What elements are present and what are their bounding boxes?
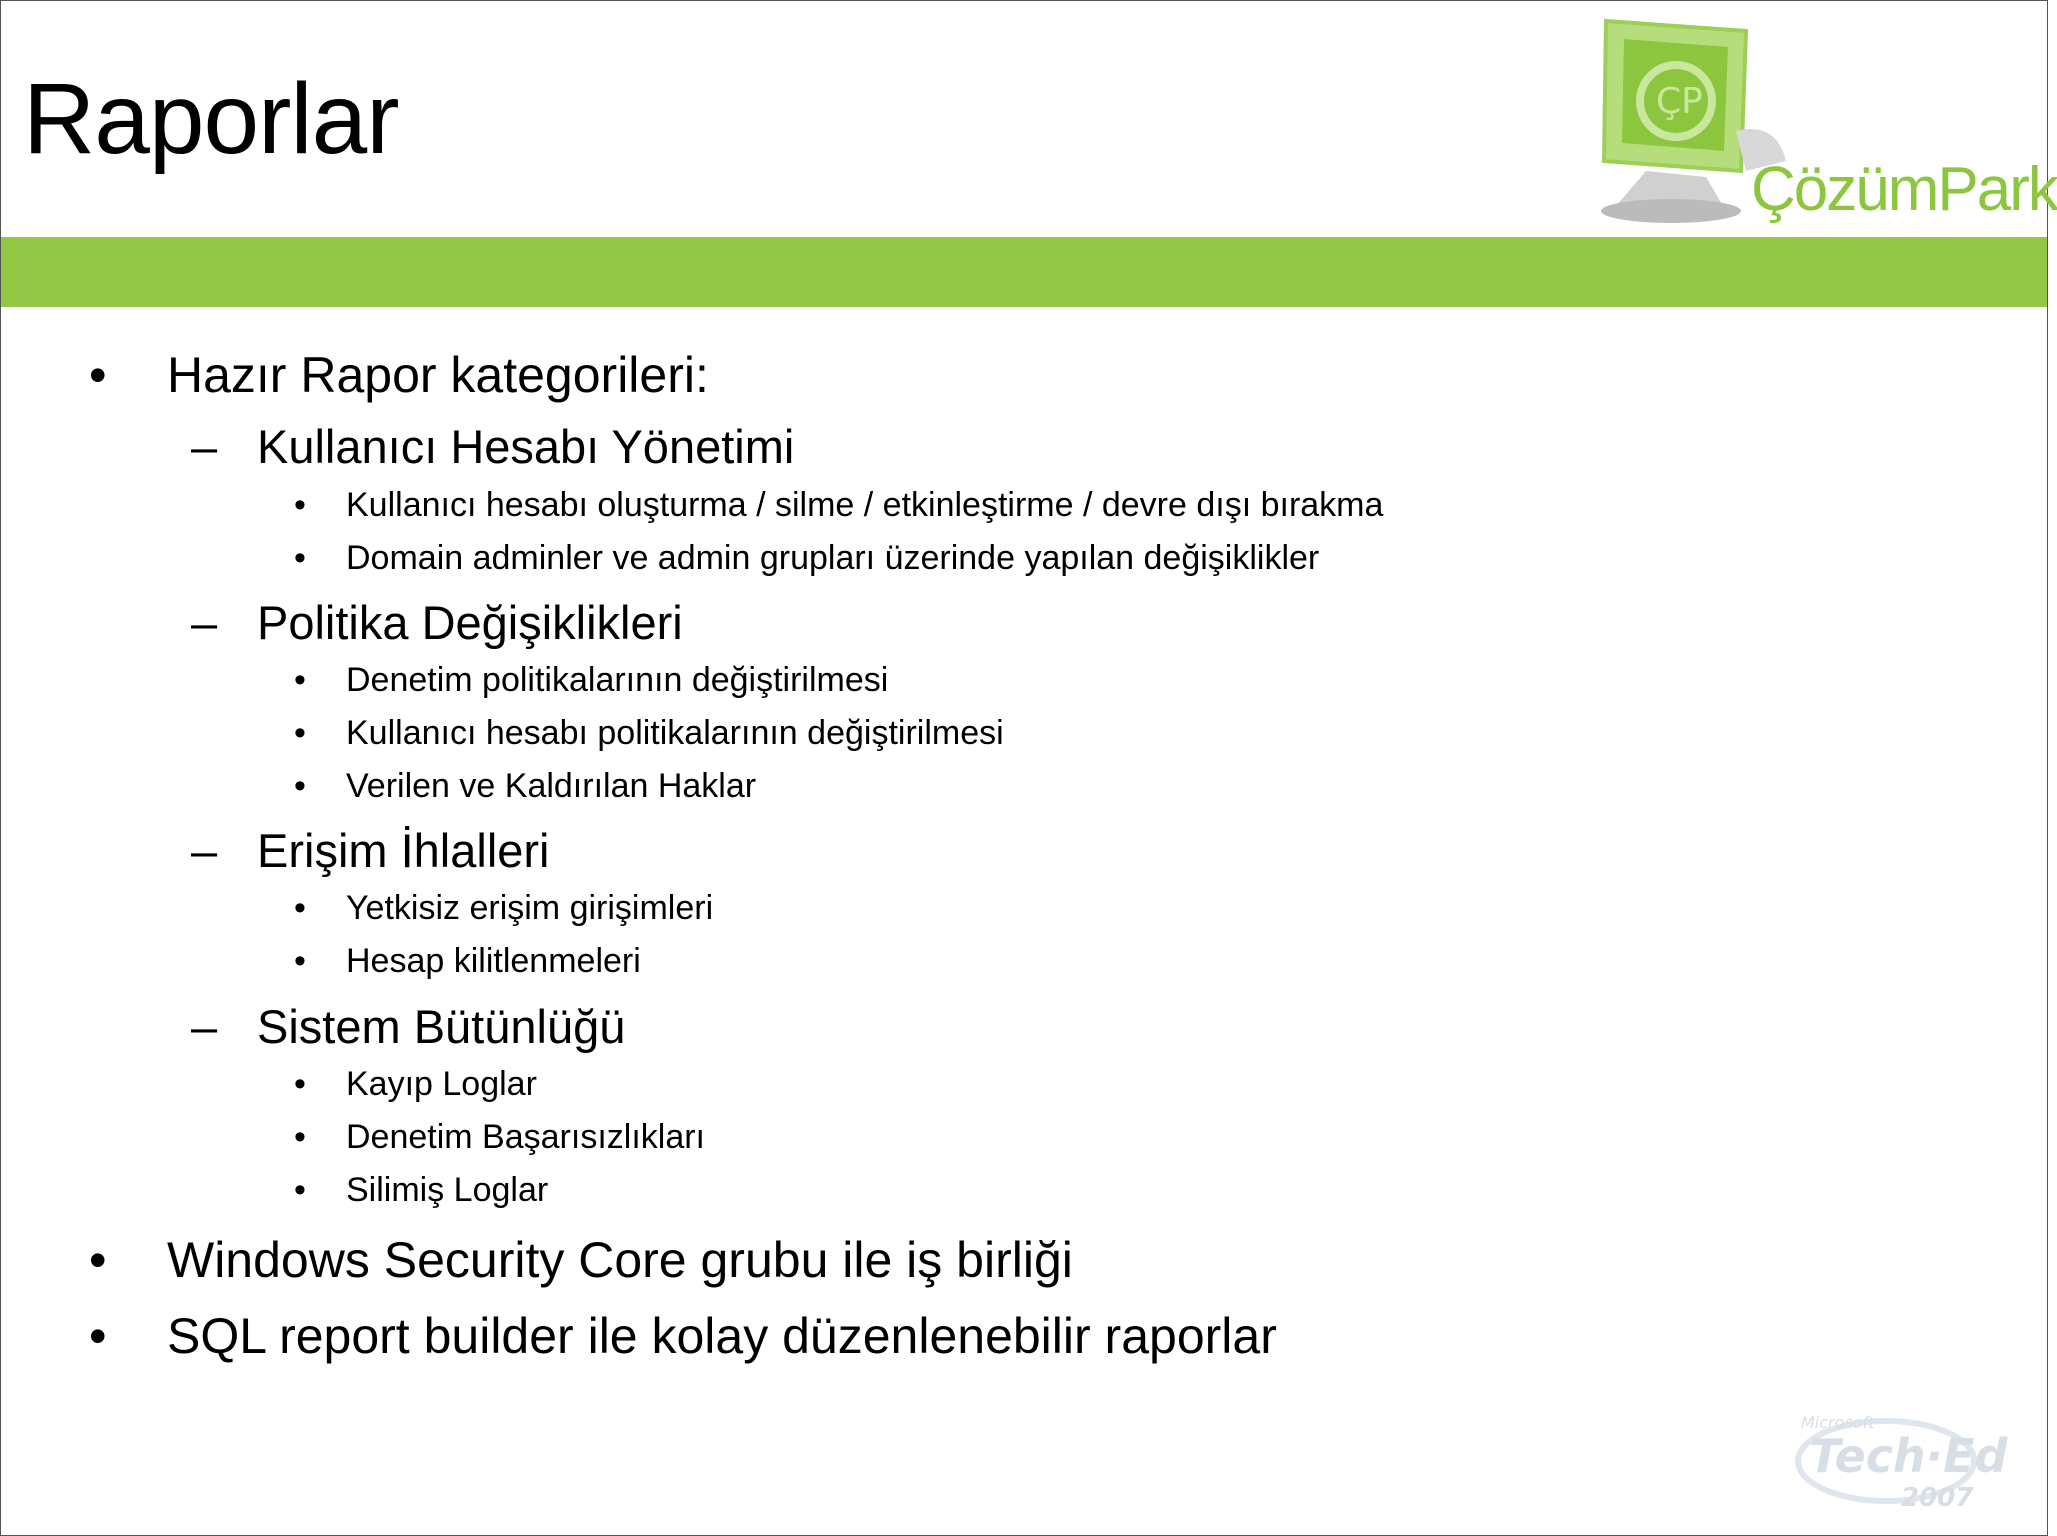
dash-bullet-icon: – bbox=[191, 824, 218, 877]
list-item-text: Politika Değişiklikleri bbox=[257, 596, 683, 649]
list-item-text: Kayıp Loglar bbox=[346, 1065, 537, 1103]
list-item-text: Sistem Bütünlüğü bbox=[257, 1000, 626, 1053]
list-item-text: Hesap kilitlenmeleri bbox=[346, 942, 641, 980]
slide-title: Raporlar bbox=[23, 63, 399, 175]
list-item-text: Kullanıcı Hesabı Yönetimi bbox=[257, 420, 795, 473]
footer-logo-line1: Microsoft bbox=[1801, 1413, 1875, 1432]
list-item-text: Kullanıcı hesabı oluşturma / silme / etkinleştirme / devre dışı bırakma bbox=[346, 486, 1384, 524]
bullet-icon: • bbox=[294, 1171, 306, 1209]
list-item-text: Erişim İhlalleri bbox=[257, 824, 550, 877]
dash-bullet-icon: – bbox=[191, 420, 218, 473]
list-item-text: Kullanıcı hesabı politikalarının değiştirilmesi bbox=[346, 714, 1004, 752]
list-item-text: Domain adminler ve admin grupları üzerinde yapılan değişiklikler bbox=[346, 539, 1320, 577]
teched-2007-logo-icon bbox=[1791, 1406, 2008, 1516]
bullet-icon: • bbox=[294, 539, 306, 577]
list-item-text: Denetim politikalarının değiştirilmesi bbox=[346, 661, 889, 699]
list-item-text: Windows Security Core grubu ile iş birliği bbox=[167, 1232, 1073, 1288]
bullet-icon: • bbox=[294, 1065, 306, 1103]
list-item-text: Yetkisiz erişim girişimleri bbox=[346, 889, 714, 927]
list-item-text: Denetim Başarısızlıkları bbox=[346, 1118, 705, 1156]
dash-bullet-icon: – bbox=[191, 1000, 218, 1053]
list-item-text: Hazır Rapor kategorileri: bbox=[167, 347, 709, 403]
logo-monogram: ÇP bbox=[1656, 81, 1703, 122]
bullet-icon: • bbox=[294, 889, 306, 927]
bullet-icon: • bbox=[294, 942, 306, 980]
list-item-text: SQL report builder ile kolay düzenlenebilir raporlar bbox=[167, 1308, 1277, 1364]
footer-logo-line2: Tech·Ed bbox=[1809, 1429, 2008, 1483]
list-item-text: Silimiş Loglar bbox=[346, 1171, 549, 1209]
header-band bbox=[1, 237, 2047, 307]
logo-text: ÇözümPark bbox=[1751, 155, 2057, 224]
list-item-text: Verilen ve Kaldırılan Haklar bbox=[346, 767, 757, 805]
bullet-icon: • bbox=[294, 714, 306, 752]
bullet-icon: • bbox=[89, 1308, 107, 1364]
bullet-icon: • bbox=[294, 767, 306, 805]
footer-logo-line3: 2007 bbox=[1901, 1483, 1974, 1513]
bullet-icon: • bbox=[294, 486, 306, 524]
dash-bullet-icon: – bbox=[191, 596, 218, 649]
bullet-icon: • bbox=[294, 661, 306, 699]
bullet-icon: • bbox=[294, 1118, 306, 1156]
bullet-icon: • bbox=[89, 1232, 107, 1288]
bullet-icon: • bbox=[89, 347, 107, 403]
